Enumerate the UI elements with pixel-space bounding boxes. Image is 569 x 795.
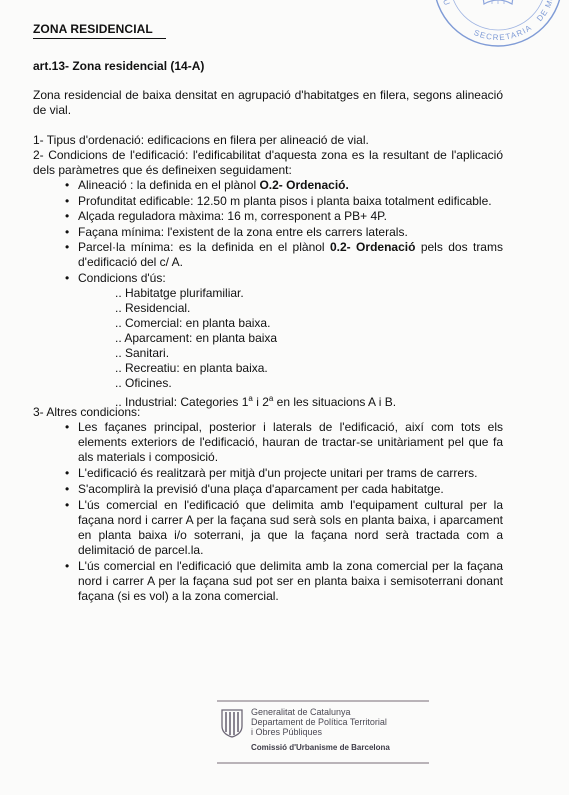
zone-title-underline	[33, 38, 166, 39]
article-title: art.13- Zona residencial (14-A)	[33, 59, 205, 73]
list-item: • Alçada reguladora màxima: 16 m, corresponent a PB+ 4P.	[33, 209, 503, 224]
zone-title: ZONA RESIDENCIAL	[33, 22, 153, 36]
use-item: .. Habitatge plurifamiliar.	[115, 286, 244, 300]
use-item-industrial: .. Industrial: Categories 1$^a$ i 2$^a$ en les situacions A i B.	[115, 394, 397, 409]
municipal-seal	[432, 0, 564, 74]
document-body	[33, 133, 503, 605]
section-1: 1- Tipus d'ordenació: edificacions en filera per alineació de vial.	[33, 133, 369, 147]
list-item: • Les façanes principal, posterior i laterals de l'edificació, així com tots els elements exteriors de l'edificació, hauran de tractar-se unitàriament pel que fa als materials i composició.	[33, 420, 503, 465]
use-item: .. Oficines.	[115, 376, 172, 390]
section-3-title: 3- Altres condicions:	[33, 405, 141, 419]
use-item: .. Residencial.	[115, 301, 191, 315]
list-item: • L'ús comercial en l'edificació que delimita amb la zona comercial per la façana nord i carrer A per la façana sud pot ser en planta baixa i semisoterrani donant façana (si es vol) a la zona comercial.	[33, 559, 503, 604]
use-item: .. Sanitari.	[115, 346, 170, 360]
seal-text-right: DE M	[534, 0, 555, 24]
stamp-line-departament: Departament de Política Territorial	[251, 717, 387, 727]
list-item: • S'acomplirà la previsió d'una plaça d'aparcament per cada habitatge.	[33, 482, 503, 497]
catalan-arms-icon	[220, 708, 244, 738]
use-item: .. Recreatiu: en planta baixa.	[115, 361, 268, 375]
stamp-line-obres: i Obres Públiques	[251, 727, 323, 737]
intro-paragraph: Zona residencial de baixa densitat en agrupació d'habitatges en filera, segons alineació de vial.	[33, 88, 503, 117]
section-3-list	[33, 420, 503, 604]
section-2-list	[33, 178, 503, 286]
list-item: • L'edificació és realitzarà per mitjà d'un projecte unitari per trams de carrers.	[33, 466, 503, 481]
stamp-line-comissio: Comissió d'Urbanisme de Barcelona	[251, 743, 390, 752]
use-item: .. Comercial: en planta baixa.	[115, 316, 271, 330]
use-item: .. Aparcament: en planta baixa	[115, 331, 278, 345]
seal-text-left: U	[441, 0, 452, 8]
uses-list	[33, 286, 503, 409]
approval-stamp	[217, 700, 429, 764]
list-item: • Parcel·la mínima: es la definida en el plànol 0.2- Ordenació pels dos trams d'edificació del c/ A.	[33, 240, 503, 270]
list-item: • L'ús comercial en l'edificació que delimita amb l'equipament cultural per la façana nord i carrer A per la façana sud serà sols en planta baixa, i aparcament en planta baixa i/o soterrani, ja que la façana nord serà tractada com a delimitació de parcel.la.	[33, 498, 503, 558]
section-2-text: 2- Condicions de l'edificació: l'edificabilitat d'aquesta zona es la resultant de l'aplicació dels paràmetres que és defineixen seguidament:	[33, 148, 503, 177]
stamp-line-generalitat: Generalitat de Catalunya	[251, 707, 351, 717]
list-item: • Façana mínima: l'existent de la zona entre els carrers laterals.	[33, 225, 503, 240]
list-item: • Alineació : la definida en el plànol O.2- Ordenació.	[33, 178, 503, 193]
list-item: • Profunditat edificable: 12.50 m planta pisos i planta baixa totalment edificable.	[33, 194, 503, 209]
svg-text:SECRETARIA	[473, 23, 534, 42]
svg-text:AJU	[438, 0, 451, 7]
list-item: • Condicions d'ús:	[33, 271, 503, 286]
seal-text-secretaria: SECRETARIA	[472, 22, 534, 43]
